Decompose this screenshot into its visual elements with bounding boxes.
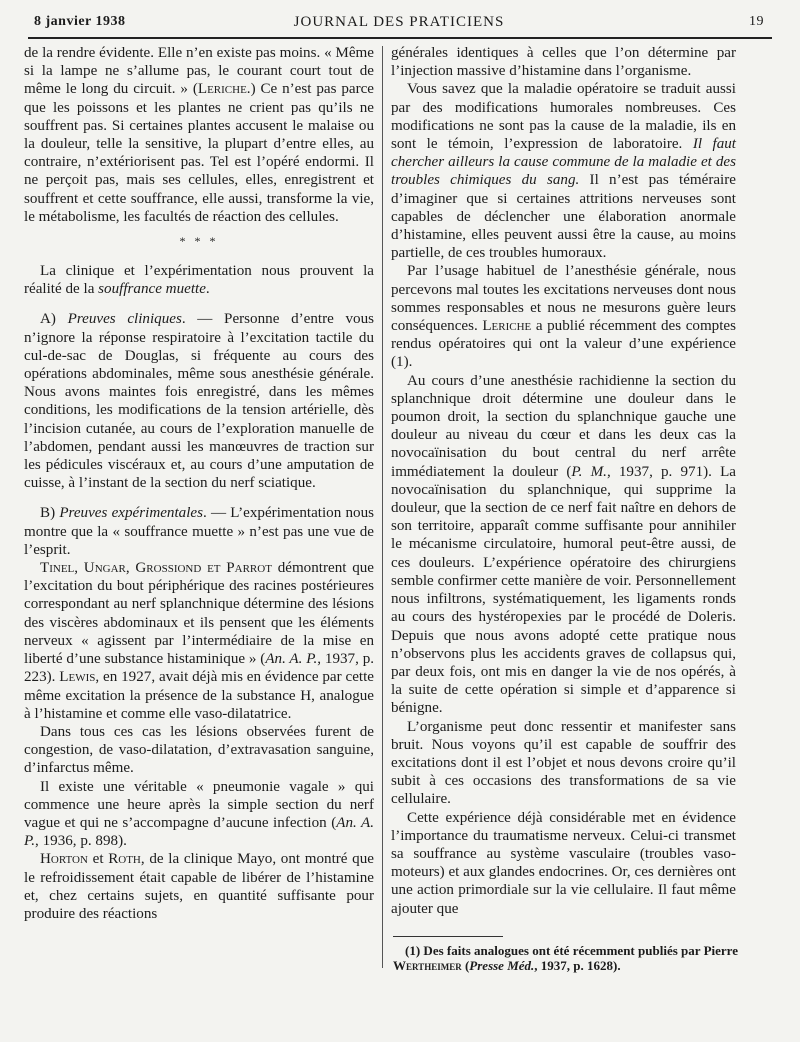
text-run: , 1937, p. 971). La novocaïnisation du splanchnique, qui supprime la douleur, que la section de ce nerf fait naître en dehors de son territoire, apparaît comme suffisante pour annihiler le mécanisme circulatoire, humoral peut-être aussi, de ces douleurs. L’expérience opératoire des chirurgiens semble confirmer cette manière de voir. Personnellement nous infiltrons, systématiquement, les ligaments ronds au cours des hystéropexies par le procédé de Doleris. Depuis que nous avons adopté cette pratique nous n’observons plus les accidents graves de collapsus qui, par deux fois, ont mis en danger la vie de nos opérés, à la suite de cette opération si simple et d’apparence si bénigne.	[391, 463, 737, 717]
paragraph	[24, 778, 374, 851]
header-rule	[28, 37, 772, 39]
text-run: , 1937, p. 1628).	[534, 957, 621, 973]
emphasis: souffrance muette	[98, 281, 206, 298]
column-divider	[382, 46, 383, 968]
text-run: , de la clinique Mayo, ont montré que le refroidissement était capable de libérer de l’histamine et, chez certains sujets, en quantité suffisante pour produire des réactions	[24, 851, 374, 922]
footnote-rule	[393, 936, 503, 937]
text-run: et	[87, 851, 109, 868]
page-number: 19	[749, 14, 764, 29]
paragraph: générales identiques à celles que l’on détermine par l’injection massive d’histamine dans l’organisme.	[391, 45, 736, 80]
text-run: La clinique et l’expérimentation nous prouvent la réalité de la	[24, 263, 374, 298]
paragraph	[391, 80, 736, 262]
text-run: (	[461, 957, 470, 973]
author-name: Wertheimer	[393, 957, 462, 973]
paragraph	[391, 262, 736, 371]
paragraph	[24, 44, 374, 226]
paragraph	[24, 850, 374, 923]
reference-journal: Presse Méd.	[469, 957, 535, 973]
text-run: . — L’expérimentation nous montre que la « souffrance muette » n’est pas une vue de l’esprit.	[24, 505, 374, 558]
section-letter: A)	[40, 311, 68, 328]
text-run: Il existe une véritable « pneumonie vagale » qui commence une heure après la simple section du nerf vague et qui ne s’accompagne d’aucune infection (	[24, 778, 374, 831]
author-name: Leriche	[482, 318, 532, 335]
text-run: de la rendre évidente. Elle n’en existe pas moins. « Même si la lampe ne s’allume pas, le courant court tout de même le long du circuit. » (	[24, 45, 374, 98]
footnote	[393, 944, 738, 973]
section-letter: B)	[40, 505, 60, 522]
section-experimental-proofs	[24, 504, 374, 559]
asterism: * * *	[179, 234, 219, 249]
text-run: a publié récemment des comptes rendus opératoires qui ont la valeur d’une expérience (1).	[391, 318, 736, 371]
emphasis: Il faut chercher ailleurs la cause commune de la maladie et des troubles chimiques du sang.	[391, 136, 736, 189]
author-names: Tinel, Ungar, Grossiond et Parrot	[40, 560, 272, 577]
paragraph: Cette expérience déjà considérable met en évidence l’importance du traumatisme nerveux. Celui-ci transmet sa souffrance au système vasculaire (troubles vaso-moteurs) et aux glandes endocrines. Or, ces dernières ont une action primordiale sur la vie cellulaire. Il faut même ajouter que	[391, 809, 736, 917]
section-heading: Preuves expérimentales	[59, 505, 203, 522]
text-run: Il n’est pas téméraire d’imaginer que si certaines attritions nerveuses sont capables de déclencher une élaboration anormale d’histamine, elles peuvent aussi être la cause, au moins partielle, de ces troubles humoraux.	[391, 172, 736, 262]
reference-journal: An. A. P.	[265, 651, 318, 668]
right-column	[391, 44, 736, 918]
paragraph	[391, 372, 736, 718]
text-run: (1) Des faits analogues ont été récemment publiés par Pierre	[405, 943, 738, 958]
paragraph: Dans tous ces cas les lésions observées furent de congestion, de vaso-dilatation, d’extravasation sanguine, d’infarctus même.	[24, 723, 374, 777]
paragraph	[24, 262, 374, 298]
text-run: , 1937, p. 223).	[24, 651, 375, 686]
header-date: 8 janvier 1938	[34, 14, 126, 29]
author-name: Lewis	[59, 669, 96, 686]
text-run: Au cours d’une anesthésie rachidienne la section du splanchnique droit détermine une douleur dans le poumon droit, la section du splanchnique gauche une douleur au niveau du cœur et dans les deux cas la novocaïnisation du bout central du nerf arrête immédiatement la douleur (	[391, 372, 736, 480]
text-run: Vous savez que la maladie opératoire se traduit aussi par des modifications humorales nombreuses. Ces modifications ne sont pas la cause de la maladie, ils en sont le témoin, l’expression de laboratoire.	[391, 81, 736, 153]
section-clinical-proofs	[24, 310, 374, 492]
author-name: Horton	[40, 851, 88, 868]
left-column	[24, 44, 374, 923]
text-run: .) Ce n’est pas parce que les poissons et les plantes ne crient pas qu’ils ne souffrent pas. Si certaines plantes accusent le malaise ou la douleur, telle la sensitive, la plupart d’entre elles, au contraire, n’extériorisent pas. Tel est l’opéré endormi. Il ne perçoit pas, mais ses cellules, elles, enregistrent et souffrent et cette souffrance, elle aussi, transforme la vie, le métabolisme, les facultés de réaction des cellules.	[24, 81, 374, 225]
paragraph	[24, 559, 374, 723]
author-name: Leriche	[197, 81, 247, 98]
text-run: . — Personne d’entre vous n’ignore la réponse respiratoire à l’excitation tactile du cul-de-sac de Douglas, si fréquente au cours des opérations abdominales, même sous anesthésie générale. Nous avons maintes fois enregistré, dans les mêmes conditions, les modifications de la tension artérielle, dès l’incision cutanée, au cours de l’exploration manuelle de l’abdomen, pendant aussi les manœuvres de traction sur les pédicules viscéraux et, au cours d’une amputation de cuisse, à l’instant de la section du nerf sciatique.	[24, 311, 374, 492]
text-run: , 1936, p. 898).	[35, 833, 127, 850]
paragraph: L’organisme peut donc ressentir et manifester sans bruit. Nous voyons qu’il est capable de souffrir des excitations dont il est l’objet et nous devons croire qu’il subit à ces occasions des transformations de sa vie cellulaire.	[391, 718, 736, 808]
text-run: .	[205, 281, 210, 298]
reference-journal: An. A. P.	[24, 814, 374, 850]
text-run: , en 1927, avait déjà mis en évidence par cette même excitation la présence de la substance H, analogue à l’histamine et comme elle vaso-dilatatrice.	[24, 669, 374, 722]
text-run: démontrent que l’excitation du bout périphérique des racines postérieures correspondant au nerf splanchnique détermine des lésions des viscères abdominaux et ils pensent que les éléments nerveux « agissent par l’intermédiaire de la mise en liberté d’une substance histaminique » (	[24, 560, 374, 668]
text-run: Par l’usage habituel de l’anesthésie générale, nous percevons mal toutes les excitations nerveuses dont nous sommes responsables et nous ne mesurons guère leurs conséquences.	[391, 263, 736, 335]
section-heading: Preuves cliniques	[67, 311, 182, 328]
author-name: Roth	[108, 851, 141, 868]
reference-journal: P. M.	[571, 463, 607, 480]
journal-title: JOURNAL DES PRATICIENS	[293, 14, 505, 30]
